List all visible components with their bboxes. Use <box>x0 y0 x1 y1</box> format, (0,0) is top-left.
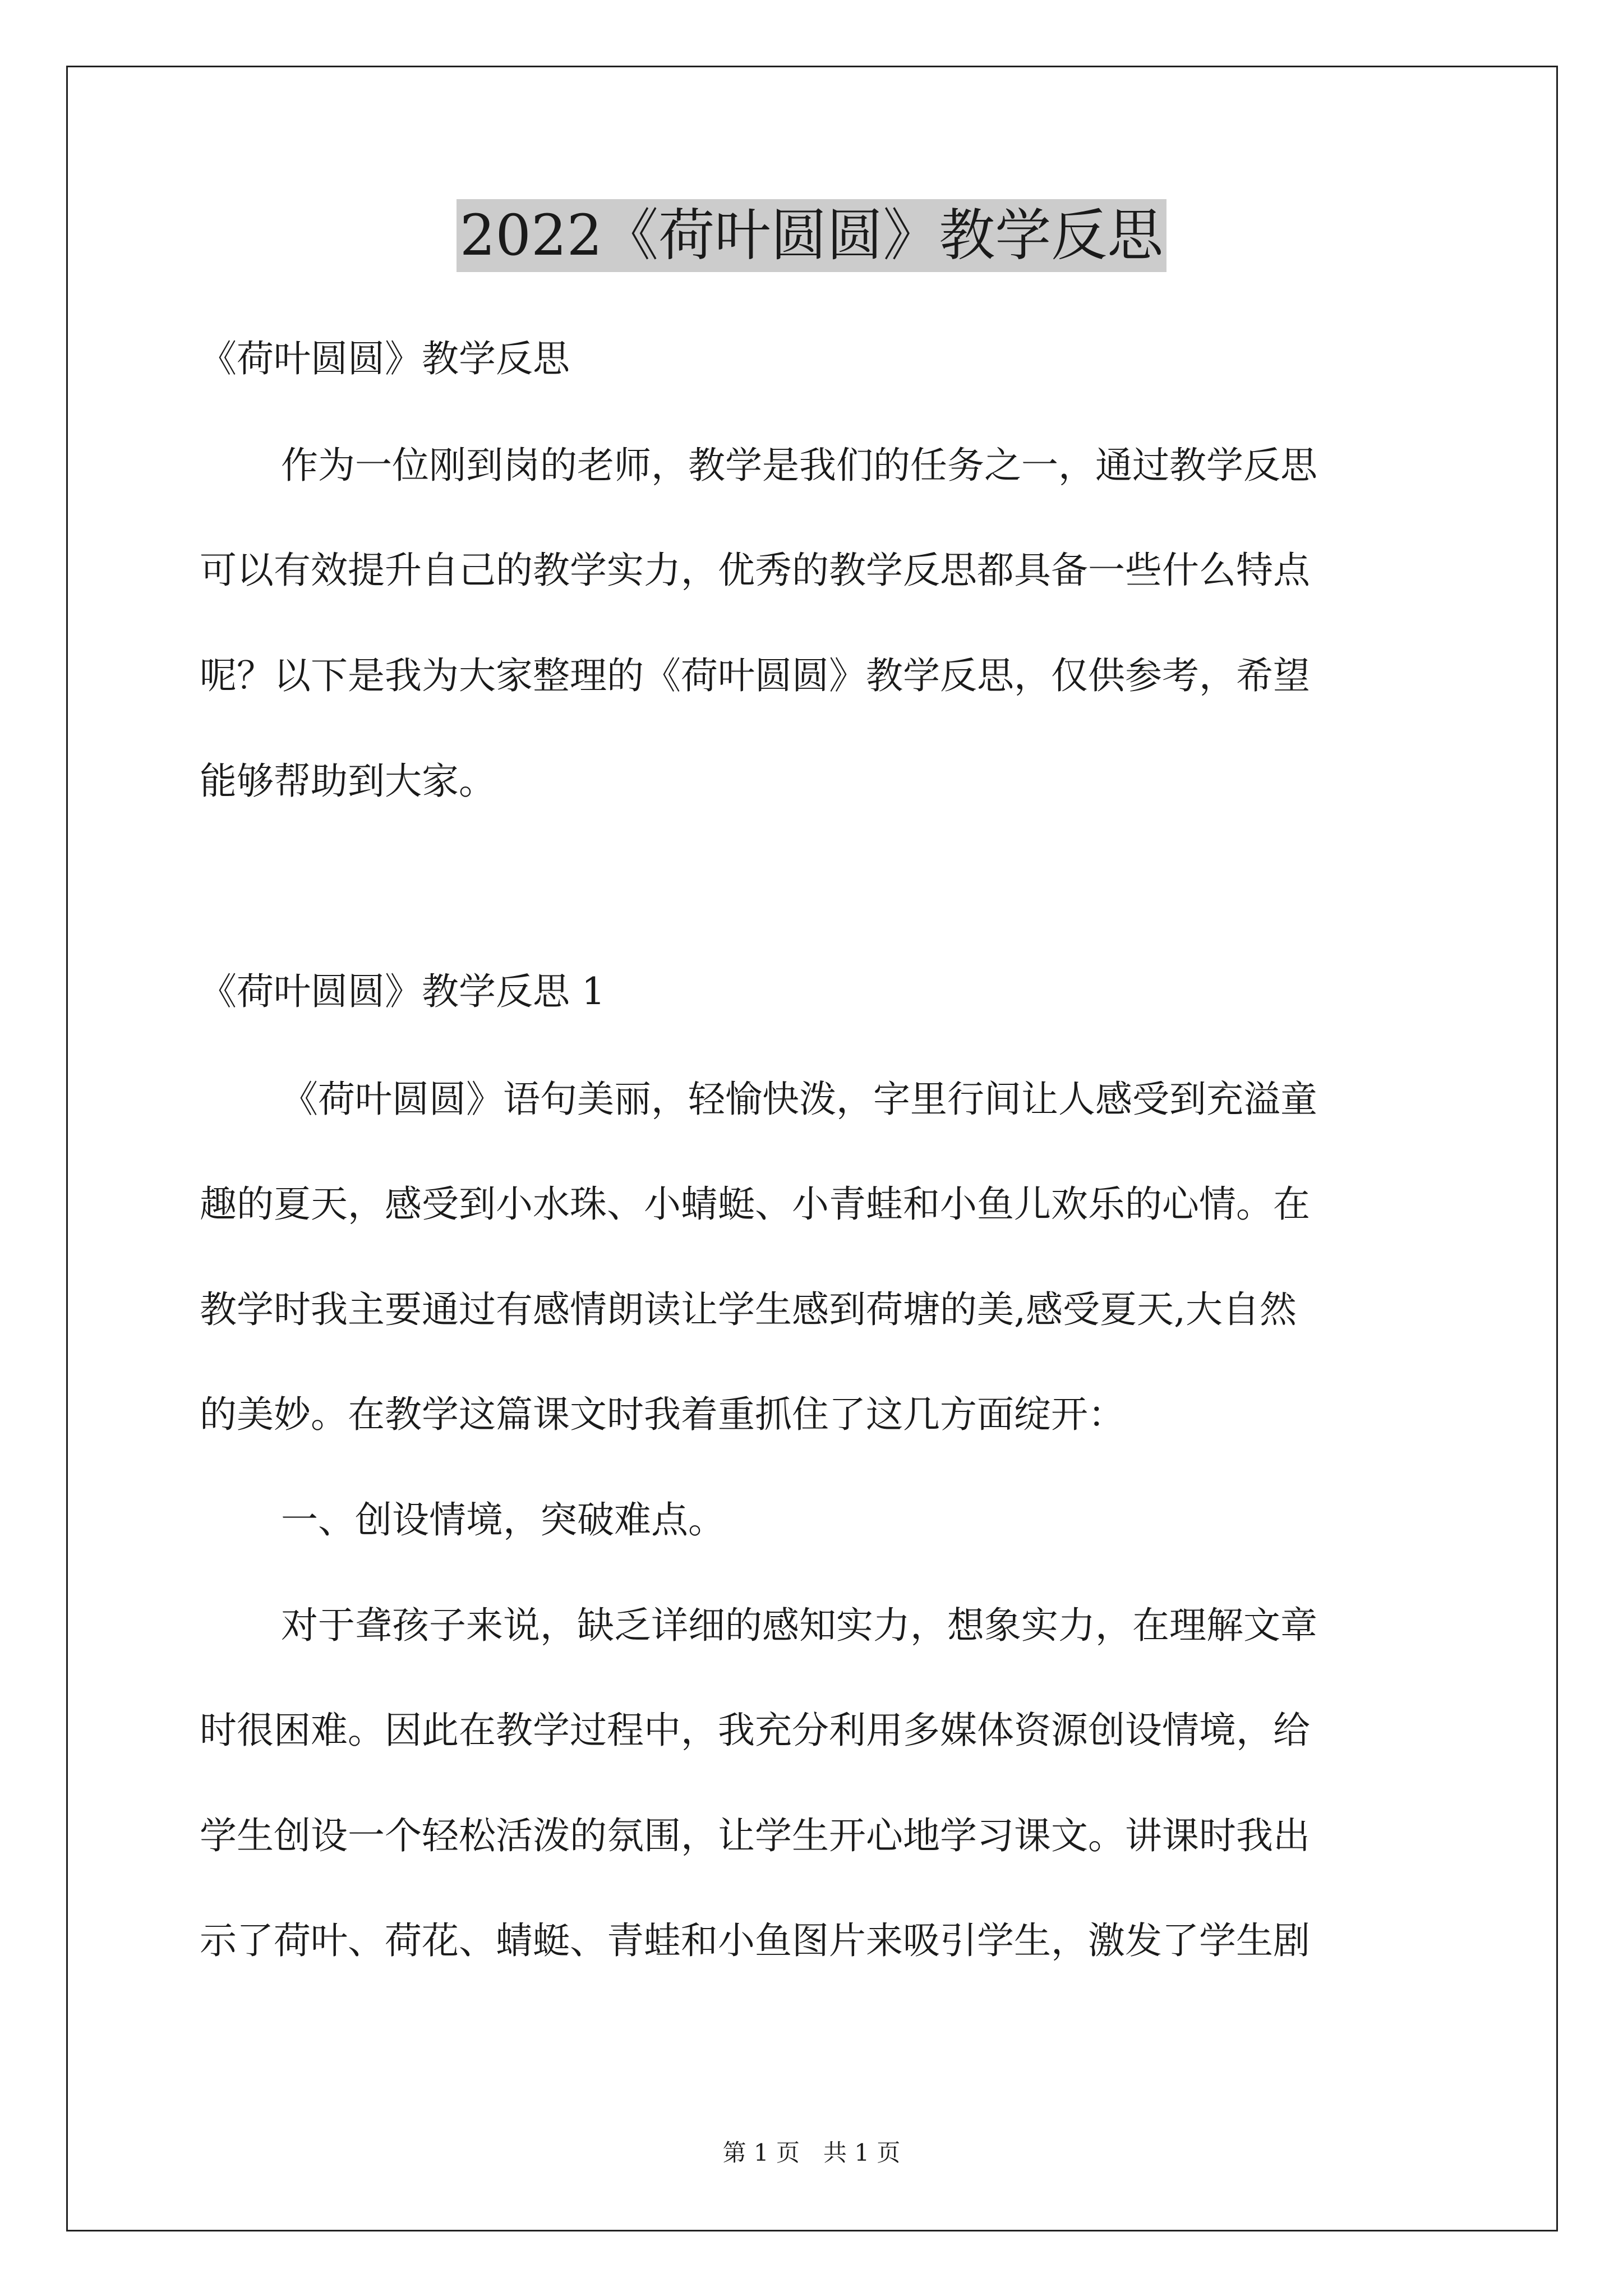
subsection-heading: 一、创设情境，突破难点。 <box>281 1498 725 1542</box>
paragraph-line: 可以有效提升自己的教学实力，优秀的教学反思都具备一些什么特点 <box>200 549 1310 592</box>
paragraph-line: 趣的夏天，感受到小水珠、小蜻蜓、小青蛙和小鱼儿欢乐的心情。在 <box>200 1182 1310 1226</box>
paragraph-line: 示了荷叶、荷花、蜻蜓、青蛙和小鱼图片来吸引学生，激发了学生剧 <box>200 1919 1310 1962</box>
paragraph-line: 能够帮助到大家。 <box>200 760 496 803</box>
section-heading: 《荷叶圆圆》教学反思 1 <box>200 970 605 1013</box>
paragraph-line: 呢？以下是我为大家整理的《荷叶圆圆》教学反思，仅供参考，希望 <box>200 654 1310 697</box>
paragraph-line: 《荷叶圆圆》语句美丽，轻愉快泼，字里行间让人感受到充溢童 <box>281 1078 1317 1121</box>
paragraph-line: 学生创设一个轻松活泼的氛围，让学生开心地学习课文。讲课时我出 <box>200 1814 1310 1857</box>
page-border <box>66 66 1558 2231</box>
paragraph-line: 教学时我主要通过有感情朗读让学生感到荷塘的美,感受夏天,大自然 <box>200 1288 1297 1331</box>
document-title: 2022《荷叶圆圆》教学反思 <box>457 199 1167 272</box>
page-footer: 第 1 页 共 1 页 <box>722 2139 901 2166</box>
paragraph-line: 时很困难。因此在教学过程中，我充分利用多媒体资源创设情境，给 <box>200 1709 1310 1752</box>
paragraph-line: 的美妙。在教学这篇课文时我着重抓住了这几方面绽开： <box>200 1393 1125 1436</box>
title-container <box>0 199 1623 272</box>
intro-heading: 《荷叶圆圆》教学反思 <box>200 337 570 380</box>
paragraph-line: 对于聋孩子来说，缺乏详细的感知实力，想象实力，在理解文章 <box>281 1604 1317 1647</box>
paragraph-line: 作为一位刚到岗的老师，教学是我们的任务之一，通过教学反思 <box>281 444 1317 487</box>
